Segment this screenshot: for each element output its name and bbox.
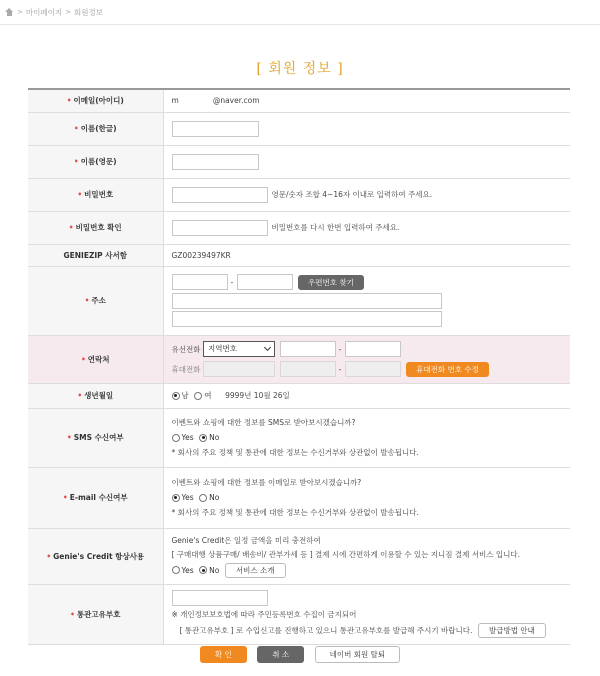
zipcode-input-2[interactable] <box>237 274 293 290</box>
mobile-input-1 <box>203 361 275 377</box>
name-en-label: • 이름(영문) <box>28 145 163 178</box>
contact-label: • 연락처 <box>28 335 163 383</box>
sms-note: * 회사의 주요 정책 및 통관에 대한 정보는 수신거부와 상관없이 발송됩니다. <box>171 448 419 457</box>
breadcrumb-item-mypage[interactable]: 마이페이지 <box>25 7 63 17</box>
geniezip-label: GENIEZIP 사서함 <box>28 244 163 266</box>
landline-input-2[interactable] <box>280 341 336 357</box>
password-hint: 영문/숫자 조합 4~16자 이내로 입력하여 주세요. <box>271 190 433 199</box>
email-recv-note: * 회사의 주요 정책 및 통관에 대한 정보는 수신거부와 상관없이 발송됩니다. <box>171 508 419 517</box>
sms-no-radio[interactable] <box>199 434 207 442</box>
password-label: • 비밀번호 <box>28 178 163 211</box>
credit-label: • Genie's Credit 항상사용 <box>28 528 163 584</box>
breadcrumb <box>5 5 103 19</box>
breadcrumb-divider <box>0 24 600 25</box>
page-title: [ 회원 정보 ] <box>256 61 344 77</box>
chevron-down-icon <box>264 344 271 351</box>
sms-question: 이벤트와 쇼핑에 대한 정보를 SMS로 받아보시겠습니까? <box>171 418 356 427</box>
zipcode-input-1[interactable] <box>172 274 228 290</box>
customs-code-input[interactable] <box>172 590 268 606</box>
customs-note-1: ※ 개인정보보호법에 따라 주민등록번호 수집이 금지되어 <box>171 610 357 619</box>
mobile-label: 휴대전화 <box>171 364 201 374</box>
mobile-input-2 <box>280 361 336 377</box>
email-label: • 이메일(아이디) <box>28 89 163 112</box>
password-input[interactable] <box>172 187 268 203</box>
area-code-select[interactable]: 지역번호 <box>203 341 275 357</box>
member-info-form: • 이메일(아이디) m @naver.com • 이름(한글) • 이름(영문) • 비밀번호 영문/숫자 조합 4~16자 이내로 입력하여 주세요. • 비밀번호 확인 비밀번호를 다시 한번 입력하여 주세요. GENIEZIP 사서함 GZ00239497KR • 주소 - 우편번호 찾기 • 연락처 유선전화 지역번호 - 휴대전화 - 휴대전화 번호 수정 • 생년월일 남 여 9999년 10월 26일 • SMS 수신여부 이벤트와 쇼핑에 대한 정보를 SMS로 받아보시겠습니까? Yes No * 회사의 주요 정책 및 통관에 대한 정보는 수신거부와 상관없이 발송됩니다. • E-mail 수신여부 이벤트와 쇼핑에 대한 정보를 이메일로 받아보시겠습니까? Yes No * 회사의 주요 정책 및 통관에 대한 정보는 수신거부와 상관없이 발송됩니다. • Genie's Credit 항상사용 Genie's Credit은 일정 금액을 미리 충전하여 [ 구매대행 상품구매/ 배송비/ 관부가세 등 ] 결제 시에 간편하게 이용할 수 있는 지니짐 결제 서비스 입니다. Yes No 서비스 소개 • 통관고유부호 ※ 개인정보보호법에 따라 주민등록번호 수집이 금지되어 [ 통관고유부호 ] 로 수입신고를 진행하고 있으니 통관고유부호를 발급해 주시기 바랍니다. 발급방법 안내 <box>28 88 570 645</box>
naver-withdraw-button[interactable]: 네이버 회원 탈퇴 <box>315 646 400 663</box>
email-recv-label: • E-mail 수신여부 <box>28 467 163 528</box>
credit-no-radio[interactable] <box>199 566 207 574</box>
confirm-button[interactable]: 확 인 <box>200 646 247 663</box>
email-value: m @naver.com <box>163 89 570 112</box>
landline-label: 유선전화 <box>171 344 201 354</box>
geniezip-value: GZ00239497KR <box>171 250 231 260</box>
password-confirm-hint: 비밀번호를 다시 한번 입력하여 주세요. <box>271 223 400 232</box>
gender-female-radio[interactable] <box>194 392 202 400</box>
address-label: • 주소 <box>28 266 163 335</box>
mobile-input-3 <box>345 361 401 377</box>
email-no-radio[interactable] <box>199 494 207 502</box>
breadcrumb-separator: > <box>65 8 71 16</box>
name-en-input[interactable] <box>172 154 259 170</box>
password-confirm-input[interactable] <box>172 220 268 236</box>
customs-note-2: [ 통관고유부호 ] 로 수입신고를 진행하고 있으니 통관고유부호를 발급해 주시기 바랍니다. <box>179 626 473 635</box>
customs-label: • 통관고유부호 <box>28 584 163 644</box>
name-ko-input[interactable] <box>172 121 259 137</box>
sms-yes-radio[interactable] <box>172 434 180 442</box>
edit-mobile-button[interactable]: 휴대전화 번호 수정 <box>406 362 489 377</box>
zipcode-search-button[interactable]: 우편번호 찾기 <box>298 275 364 290</box>
name-ko-label: • 이름(한글) <box>28 112 163 145</box>
landline-input-3[interactable] <box>345 341 401 357</box>
address-line2-input[interactable] <box>172 311 442 327</box>
birthday-value: 9999년 10월 26일 <box>225 391 290 400</box>
email-yes-radio[interactable] <box>172 494 180 502</box>
email-recv-question: 이벤트와 쇼핑에 대한 정보를 이메일로 받아보시겠습니까? <box>171 478 362 487</box>
credit-desc-2: [ 구매대행 상품구매/ 배송비/ 관부가세 등 ] 결제 시에 간편하게 이용할 수 있는 지니짐 결제 서비스 입니다. <box>171 549 520 559</box>
issue-guide-button[interactable]: 발급방법 안내 <box>478 623 546 638</box>
address-line1-input[interactable] <box>172 293 442 309</box>
birthday-label: • 생년월일 <box>28 383 163 408</box>
form-actions <box>0 646 600 663</box>
breadcrumb-item-member-info: 회원정보 <box>73 7 103 17</box>
breadcrumb-separator: > <box>17 8 23 16</box>
home-icon[interactable] <box>5 8 14 16</box>
sms-label: • SMS 수신여부 <box>28 408 163 467</box>
service-intro-button[interactable]: 서비스 소개 <box>225 563 286 578</box>
credit-yes-radio[interactable] <box>172 566 180 574</box>
cancel-button[interactable]: 취 소 <box>257 646 304 663</box>
password-confirm-label: • 비밀번호 확인 <box>28 211 163 244</box>
gender-male-radio[interactable] <box>172 392 180 400</box>
credit-desc-1: Genie's Credit은 일정 금액을 미리 충전하여 <box>171 535 321 545</box>
